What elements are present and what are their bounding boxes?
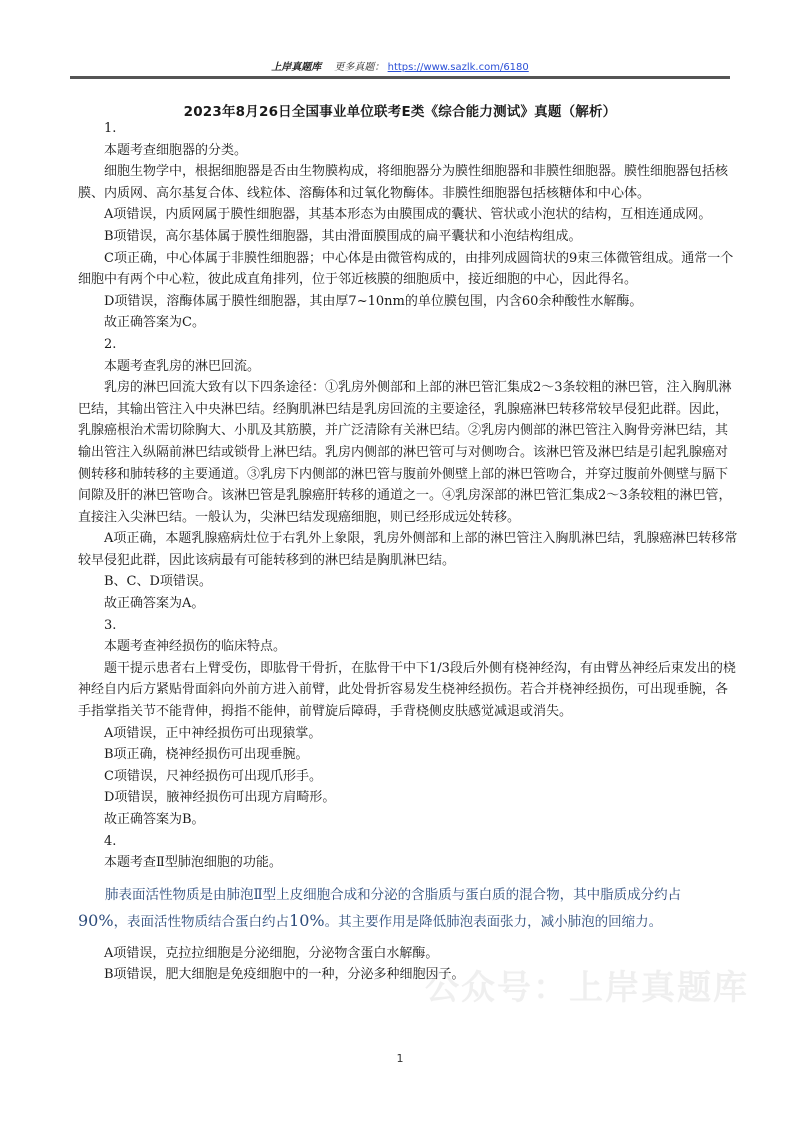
option-analysis: D项错误，腋神经损伤可出现方肩畸形。 (104, 790, 336, 806)
option-analysis: A项错误，正中神经损伤可出现猿掌。 (104, 725, 322, 741)
option-analysis: B项错误，高尔基体属于膜性细胞器，其由滑面膜围成的扁平囊状和小泡结构组成。 (104, 228, 582, 244)
option-analysis: C项错误，尺神经损伤可出现爪形手。 (104, 768, 322, 784)
question-number: 2. (104, 336, 117, 352)
option-analysis: A项错误，克拉拉细胞是分泌细胞，分泌物含蛋白水解酶。 (104, 945, 439, 961)
topic-line: 本题考查神经损伤的临床特点。 (104, 639, 287, 655)
option-analysis: D项错误，溶酶体属于膜性细胞器，其由厚7~10nm的单位膜包围，内含60余种酸性水解酶。 (104, 293, 643, 309)
topic-line: 本题考查乳房的淋巴回流。 (104, 358, 261, 374)
topic-line: 本题考查细胞器的分类。 (104, 142, 248, 158)
explanation-paragraph: 细胞生物学中，根据细胞器是否由生物膜构成，将细胞器分为膜性细胞器和非膜性细胞器。膜性细胞器包括核膜、内质网、高尔基复合体、线粒体、溶酶体和过氧化物酶体。非膜性细胞器包括核糖体和中心体。 (78, 164, 729, 201)
header-divider (70, 76, 730, 79)
document-title: 2023年8月26日全国事业单位联考E类《综合能力测试》真题（解析） (183, 104, 617, 120)
explanation-paragraph: 题干提示患者右上臂受伤，即肱骨干骨折，在肱骨干中下1/3段后外侧有桡神经沟，有由臂丛神经后束发出的桡神经自内后方紧贴骨面斜向外前方进入前臂，此处骨折容易发生桡神经损伤。若合并桡神经损伤，可出现垂腕，各手指掌指关节不能背伸，拇指不能伸，前臂旋后障碍，手背桡侧皮肤感觉减退或消失。 (78, 660, 736, 720)
answer-line: 故正确答案为A。 (104, 596, 205, 612)
option-analysis: C项正确，中心体属于非膜性细胞器；中心体是由微管构成的，由排列成圆筒状的9束三体微管组成。通常一个细胞中有两个中心粒，彼此成直角排列，位于邻近核膜的细胞质中，接近细胞的中心，因此得名。 (78, 250, 734, 288)
answer-line: 故正确答案为C。 (104, 315, 205, 331)
explanation-text: ，表面活性物质结合蛋白约占 (113, 913, 290, 930)
option-analysis: B项正确，桡神经损伤可出现垂腕。 (104, 747, 309, 763)
document-body (78, 118, 738, 986)
explanation-text: 。其主要作用是降低肺泡表面张力，减小肺泡的回缩力。 (324, 913, 663, 930)
explanation-paragraph (78, 882, 738, 935)
header-link[interactable]: https://www.sazlk.com/6180 (387, 62, 529, 73)
explanation-paragraph: 乳房的淋巴回流大致有以下四条途径：①乳房外侧部和上部的淋巴管汇集成2～3条较粗的淋巴管，注入胸肌淋巴结，其输出管注入中央淋巴结。经胸肌淋巴结是乳房回流的主要途径，乳腺癌淋巴转移常较早侵犯此群。因此，乳腺癌根治术需切除胸大、小肌及其筋膜，并广泛清除有关淋巴结。②乳房内侧部的淋巴管注入胸骨旁淋巴结，其输出管注入纵隔前淋巴结或锁骨上淋巴结。乳房内侧部的淋巴管可与对侧吻合。该淋巴管及淋巴结是引起乳腺癌对侧转移和肺转移的主要通道。③乳房下内侧部的淋巴管与腹前外侧壁上部的淋巴管吻合，并穿过腹前外侧壁与膈下间隙及肝的淋巴管吻合。该淋巴管是乳腺癌肝转移的通道之一。④乳房深部的淋巴管汇集成2～3条较粗的淋巴管，直接注入尖淋巴结。一般认为，尖淋巴结发现癌细胞，则已经形成远处转移。 (78, 380, 732, 525)
header-brand: 上岸真题库 (271, 62, 322, 73)
question-number: 3. (104, 617, 117, 633)
option-analysis: B项错误，肥大细胞是免疫细胞中的一种，分泌多种细胞因子。 (104, 967, 465, 983)
page-header (70, 58, 730, 78)
option-analysis: B、C、D项错误。 (104, 574, 212, 590)
explanation-text: 肺表面活性物质是由肺泡Ⅱ型上皮细胞合成和分泌的含脂质与蛋白质的混合物，其中脂质成分约占 (105, 886, 682, 903)
answer-line: 故正确答案为B。 (104, 812, 205, 827)
option-analysis: A项错误，内质网属于膜性细胞器，其基本形态为由膜围成的囊状、管状或小泡状的结构，互相连通成网。 (104, 207, 712, 223)
header-label: 更多真题： (334, 62, 385, 73)
topic-line: 本题考查Ⅱ型肺泡细胞的功能。 (104, 855, 282, 871)
percentage-value: 90% (78, 910, 114, 930)
question-number: 1. (104, 121, 117, 136)
page-number: 1 (396, 1052, 404, 1065)
percentage-value: 10% (289, 910, 325, 930)
watermark: 公众号：上岸真题库 (425, 968, 749, 1008)
option-analysis: A项正确，本题乳腺癌病灶位于右乳外上象限，乳房外侧部和上部的淋巴管注入胸肌淋巴结，乳腺癌淋巴转移常较早侵犯此群，因此该病最有可能转移到的淋巴结是胸肌淋巴结。 (78, 531, 738, 568)
question-number: 4. (104, 833, 117, 849)
